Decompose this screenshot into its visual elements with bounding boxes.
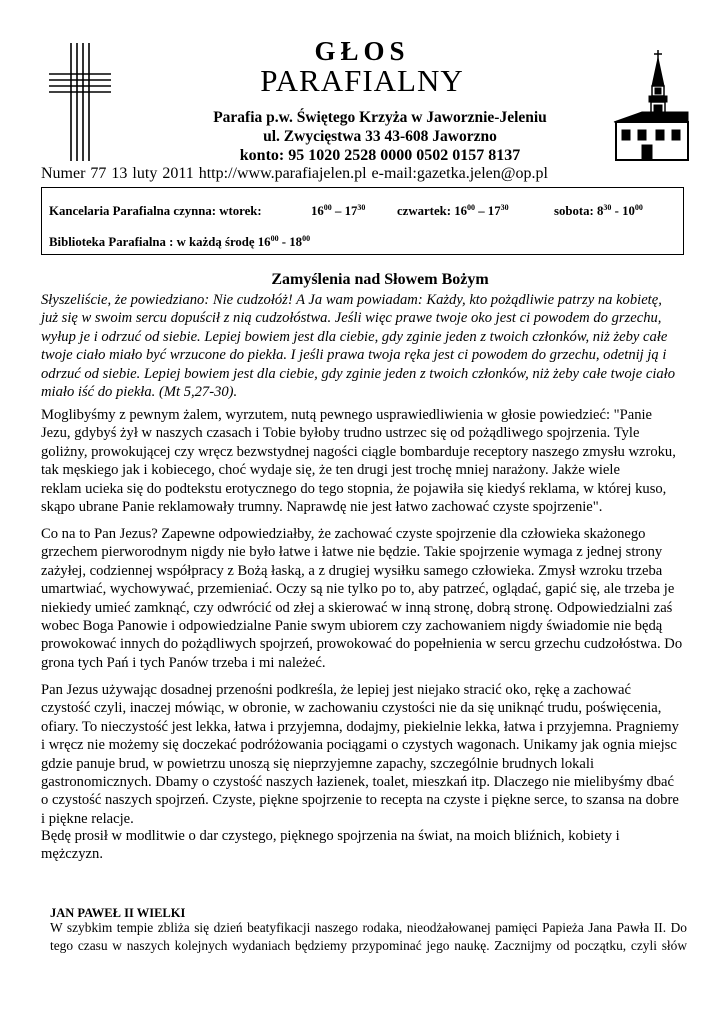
paragraph-1: Moglibyśmy z pewnym żalem, wyrzutem, nutą pewnego usprawiedliwienia w głosie powiedzieć: "Panie Jezu, gdybyś żył w naszych czasach i Tobie byłoby trudno ustrzec się od pożądliwego spojrzenia. Tyle goliżny, prowokującej czy wręcz bezwstydnej nagości ciągle bombarduje receptory naszego zmysłu wzroku, tak męskiego jak i kobiecego, choć wydaje się, że ten drugi jest trochę mniej narażony. Jakże wiele reklam ucieka się do podtekstu erotycznego do tego stopnia, że pojawiła się kiedyś reklama, w której kuso, skąpo ubrane Panie reklamowały trumny. Naprawdę nie jest łatwo zachować czyste spojrzenie". [41, 407, 676, 516]
masthead-title-line2: PARAFIALNY [260, 63, 464, 98]
jp2-section-text: W szybkim tempie zbliża się dzień beatyfikacji naszego rodaka, nieodżałowanej pamięci Papieża Jana Pawła II. Do tego czasu w naszych kolejnych wydaniach będziemy przypominać jego naukę. Zacznijmy od początku, czyli słów [50, 920, 687, 953]
issue-line: Numer 77 13 luty 2011 http://www.parafiajelen.pl e-mail:gazetka.jelen@op.pl [41, 165, 548, 182]
library-hours: Biblioteka Parafialna : w każdą środę $16^{00} - 18^{00}$ [49, 234, 311, 249]
masthead-title-line1: GŁOS [314, 36, 410, 66]
parish-account: konto: 95 1020 2528 0000 0502 0157 8137 [239, 147, 521, 164]
parish-address: ul. Zwycięstwa 33 43-608 Jaworzno [263, 128, 497, 145]
paragraph-4: Będę prosił w modlitwie o dar czystego, pięknego spojrzenia na świat, na moich bliźnich, kobiety i mężczyzn. [41, 828, 620, 863]
hours-box: Kancelaria Parafialna czynna: wtorek: $16^{00} - 17^{30}$ czwartek: $16^{00} - 17^{30}$ sobota: $8^{30} - 10^{00}$ Biblioteka Parafialna : w każdą środę $16^{00} - 18^{00}$ [41, 187, 684, 255]
office-saturday-hours: sobota: $8^{30} - 10^{00}$ [554, 203, 643, 218]
scripture-quote: Słyszeliście, że powiedziano: Nie cudzołóż! A Ja wam powiadam: Każdy, kto pożądliwie patrzy na kobietę, już się w swoim sercu dopuścił z nią cudzołóstwa. Jeśli więc prawe twoje oko jest ci powodem do grzechu, wyłup je i odrzuć od siebie. Lepiej bowiem jest dla ciebie, gdy zginie jeden z twoich członków, niż żeby całe twoje ciało miało być wrzucone do piekła. I jeśli prawa twoja ręka jest ci powodem do grzechu, odetnij ją i odrzuć od siebie. Lepiej bowiem jest dla ciebie, gdy zginie jeden z twoich członków, niż żeby całe twoje ciało miało iść do piekła. (Mt 5,27-30). [41, 292, 676, 401]
office-thursday-hours: czwartek: $16^{00} - 17^{30}$ [397, 203, 509, 218]
scripture-reference: (Mt 5,27-30). [158, 384, 238, 401]
parish-name: Parafia p.w. Świętego Krzyża w Jaworznie-Jeleniu [213, 109, 547, 126]
paragraph-2: Co na to Pan Jezus? Zapewne odpowiedziałby, że zachować czyste spojrzenie dla człowieka skażonego grzechem pierworodnym nigdy nie było łatwe i łatwe nie będzie. Takie spojrzenie wymaga z jednej strony zażyłej, codziennej współpracy z Bożą łaską, a z drugiej wysiłku samego człowieka. Zmysł wzroku trzeba umartwiać, wychowywać, przemieniać. Oczy są nie tylko po to, aby patrzeć, oglądać, gapić się, ale trzeba je niekiedy umieć zamknąć, czy odwrócić od złej a skierować w inną stronę, dobrą stronę. Odpowiedzialni zaś wobec Boga Panowie i odpowiedzialne Panie swym ubiorem czy zachowaniem nigdy świadomie nie będą prowokować innych do pożądliwych spojrzeń, prowokować do popełnienia w sercu grzechu cudzołóstwa. Do grona tych Pań i tych Panów trzeba i mi należeć. [41, 526, 683, 671]
jp2-section-title: JAN PAWEŁ II WIELKI [50, 906, 186, 920]
paragraph-3: Pan Jezus używając dosadnej przenośni podkreśla, że lepiej jest niejako stracić oko, rękę a zachować czystość czyli, inaczej mówiąc, w obronie, w zachowaniu czystości nie da się uniknąć trudu, poświęcenia, ofiary. To nieczystość jest lekka, łatwa i przyjemna, dodajmy, piekielnie lekka, łatwa i przyjemna. Pragniemy i wręcz nie możemy się doczekać podróżowania pociągami o czystych wagonach. Unikamy jak ognia miejsc gdzie panuje brud, w powietrzu unoszą się nieprzyjemne zapachy, szczególnie brudnych lokali gastronomicznych. Dbamy o czystość naszych łazienek, toalet, mieszkań itp. Dlaczego nie mielibyśmy dbać o czystość naszych spojrzeń. Czyste, piękne spojrzenie to recepta na czyste i piękne serce, to szansa na dobre i piękne relacje. [41, 682, 679, 827]
office-tuesday-hours: $16^{00} - 17^{30}$ [311, 203, 366, 218]
article-title: Zamyślenia nad Słowem Bożym [271, 271, 489, 288]
